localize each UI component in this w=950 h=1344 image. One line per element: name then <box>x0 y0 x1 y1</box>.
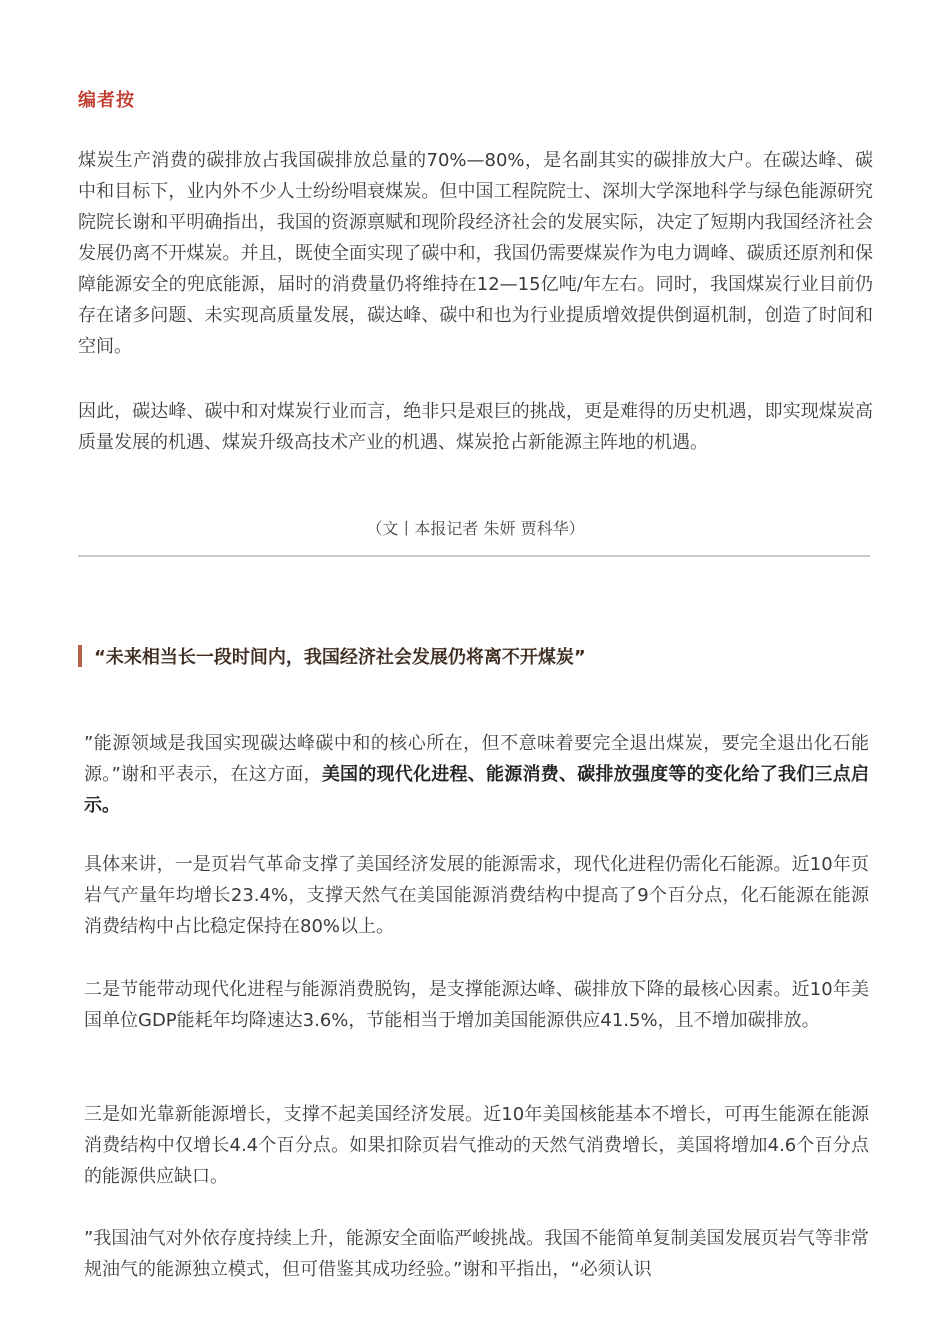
body-paragraph: 二是节能带动现代化进程与能源消费脱钩，是支撑能源达峰、碳排放下降的最核心因素。近10年美国单位GDP能耗年均降速达3.6%，节能相当于增加美国能源供应41.5%，且不增加碳排放。 <box>84 979 869 1031</box>
section-divider <box>78 555 870 557</box>
heading-accent-bar <box>78 645 82 667</box>
body-paragraph: ”我国油气对外依存度持续上升，能源安全面临严峻挑战。我国不能简单复制美国发展页岩气等非常规油气的能源独立模式，但可借鉴其成功经验。”谢和平指出，“必须认识 <box>84 1228 869 1280</box>
body-paragraph: 三是如光靠新能源增长，支撑不起美国经济发展。近10年美国核能基本不增长，可再生能源在能源消费结构中仅增长4.4个百分点。如果扣除页岩气推动的天然气消费增长，美国将增加4.6个百分点的能源供应缺口。 <box>84 1104 869 1187</box>
body-paragraph: 具体来讲，一是页岩气革命支撑了美国经济发展的能源需求，现代化进程仍需化石能源。近10年页岩气产量年均增长23.4%，支撑天然气在美国能源消费结构中提高了9个百分点，化石能源在能源消费结构中占比稳定保持在80%以上。 <box>84 854 869 937</box>
byline: （文丨本报记者 朱妍 贾科华） <box>366 519 585 538</box>
editor-note-paragraph: 因此，碳达峰、碳中和对煤炭行业而言，绝非只是艰巨的挑战，更是难得的历史机遇，即实现煤炭高质量发展的机遇、煤炭升级高技术产业的机遇、煤炭抢占新能源主阵地的机遇。 <box>78 401 873 453</box>
body-paragraph-text: ”能源领域是我国实现碳达峰碳中和的核心所在，但不意味着要完全退出煤炭，要完全退出化石能源。”谢和平表示，在这方面， <box>84 733 869 785</box>
section-heading-text: “未来相当长一段时间内，我国经济社会发展仍将离不开煤炭” <box>94 647 586 668</box>
emphasized-text: 美国的现代化进程、能源消费、碳排放强度等的变化给了我们三点启示。 <box>84 764 870 816</box>
editor-note-heading: 编者按 <box>78 90 135 111</box>
body-paragraph <box>84 728 869 821</box>
editor-note-paragraph: 煤炭生产消费的碳排放占我国碳排放总量的70%—80%，是名副其实的碳排放大户。在碳达峰、碳中和目标下，业内外不少人士纷纷唱衰煤炭。但中国工程院院士、深圳大学深地科学与绿色能源研究院院长谢和平明确指出，我国的资源禀赋和现阶段经济社会的发展实际，决定了短期内我国经济社会发展仍离不开煤炭。并且，既使全面实现了碳中和，我国仍需要煤炭作为电力调峰、碳质还原剂和保障能源安全的兜底能源，届时的消费量仍将维持在12—15亿吨/年左右。同时，我国煤炭行业目前仍存在诸多问题、未实现高质量发展，碳达峰、碳中和也为行业提质增效提供倒逼机制，创造了时间和空间。 <box>78 150 873 357</box>
section-heading <box>78 643 873 669</box>
